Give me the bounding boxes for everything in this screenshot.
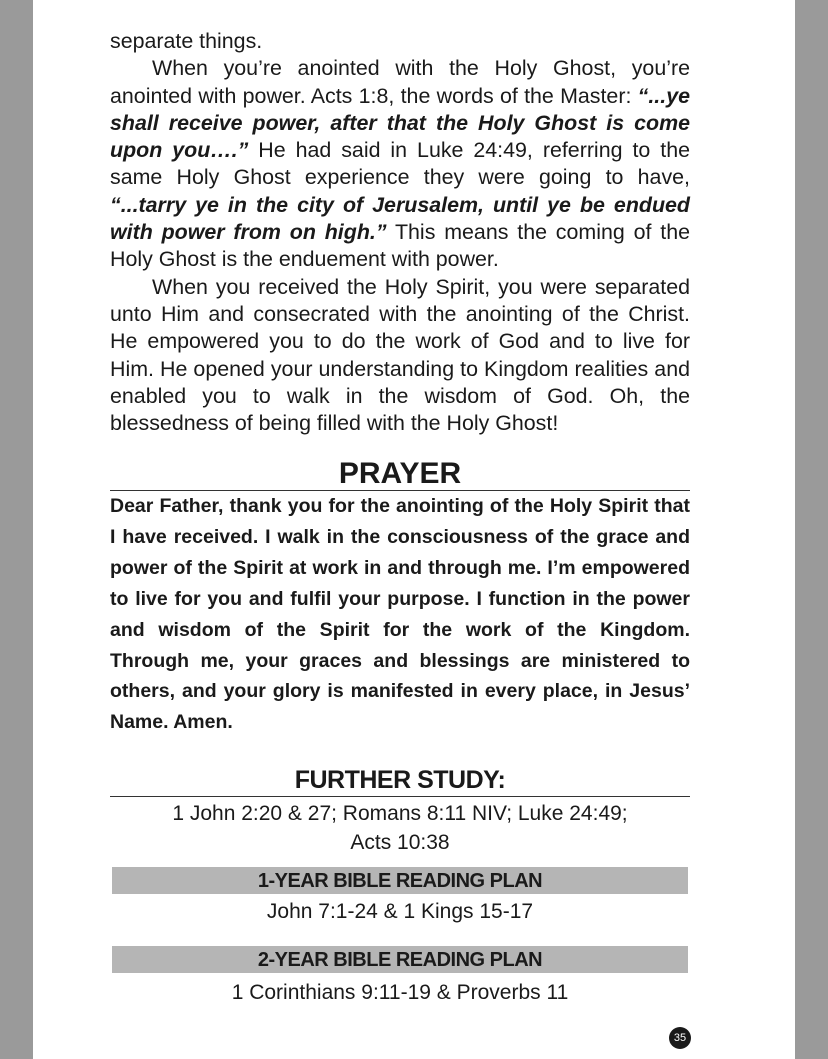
paragraph-3: When you received the Holy Spirit, you were separated unto Him and consecrated with the anointing of the Christ. He empowered you to do the work of God and to live for Him. He opened your understanding to Kingdom realities and enabled you to walk in the wisdom of God. Oh, the blessedness of being filled with the Holy Ghost! (110, 274, 690, 436)
paragraph-2 (110, 55, 690, 273)
further-study-references (110, 799, 690, 857)
page-number-badge: 35 (669, 1027, 691, 1049)
scripture-quote-luke: “...tarry ye in the city of Jerusalem, until ye be endued with power from on high.” (110, 192, 690, 245)
further-study-line-1: 1 John 2:20 & 27; Romans 8:11 NIV; Luke 24:49; (172, 802, 628, 825)
page (33, 0, 795, 1059)
further-study-divider (110, 796, 690, 797)
scripture-quote-acts: “...ye shall receive power, after that the Holy Ghost is come upon you….” (110, 83, 690, 163)
one-year-plan-reading: John 7:1-24 & 1 Kings 15-17 (266, 900, 534, 923)
prayer-heading: PRAYER (338, 457, 462, 490)
further-study-heading: FURTHER STUDY: (294, 766, 506, 794)
further-study-line-2: Acts 10:38 (350, 831, 450, 854)
paragraph-2-text-a: When you’re anointed with the Holy Ghost, you’re anointed with power. Acts 1:8, the words of the Master: (110, 56, 690, 108)
one-year-plan-heading: 1-YEAR BIBLE READING PLAN (112, 867, 688, 894)
prayer-paragraph: Dear Father, thank you for the anointing of the Holy Spirit that I have received. I walk in the consciousness of the grace and power of the Spirit at work in and through me. I’m empowered to live for you and fulfil your purpose. I function in the power and wisdom of the Spirit for the work of the Kingdom. Through me, your graces and blessings are ministered to others, and your glory is manifested in every place, in Jesus’ Name. Amen. (110, 495, 690, 734)
prayer-text (110, 491, 690, 738)
paragraph-2-text-b: He had said in Luke 24:49, referring to the same Holy Ghost experience they were going to have, (110, 138, 690, 190)
two-year-plan-heading: 2-YEAR BIBLE READING PLAN (112, 946, 688, 973)
paragraph-1: separate things. (110, 29, 263, 53)
paragraph-2-text-c: This means the coming of the Holy Ghost is the enduement with power. (110, 220, 690, 272)
devotional-body (110, 28, 690, 437)
two-year-plan-reading: 1 Corinthians 9:11-19 & Proverbs 11 (231, 981, 569, 1004)
